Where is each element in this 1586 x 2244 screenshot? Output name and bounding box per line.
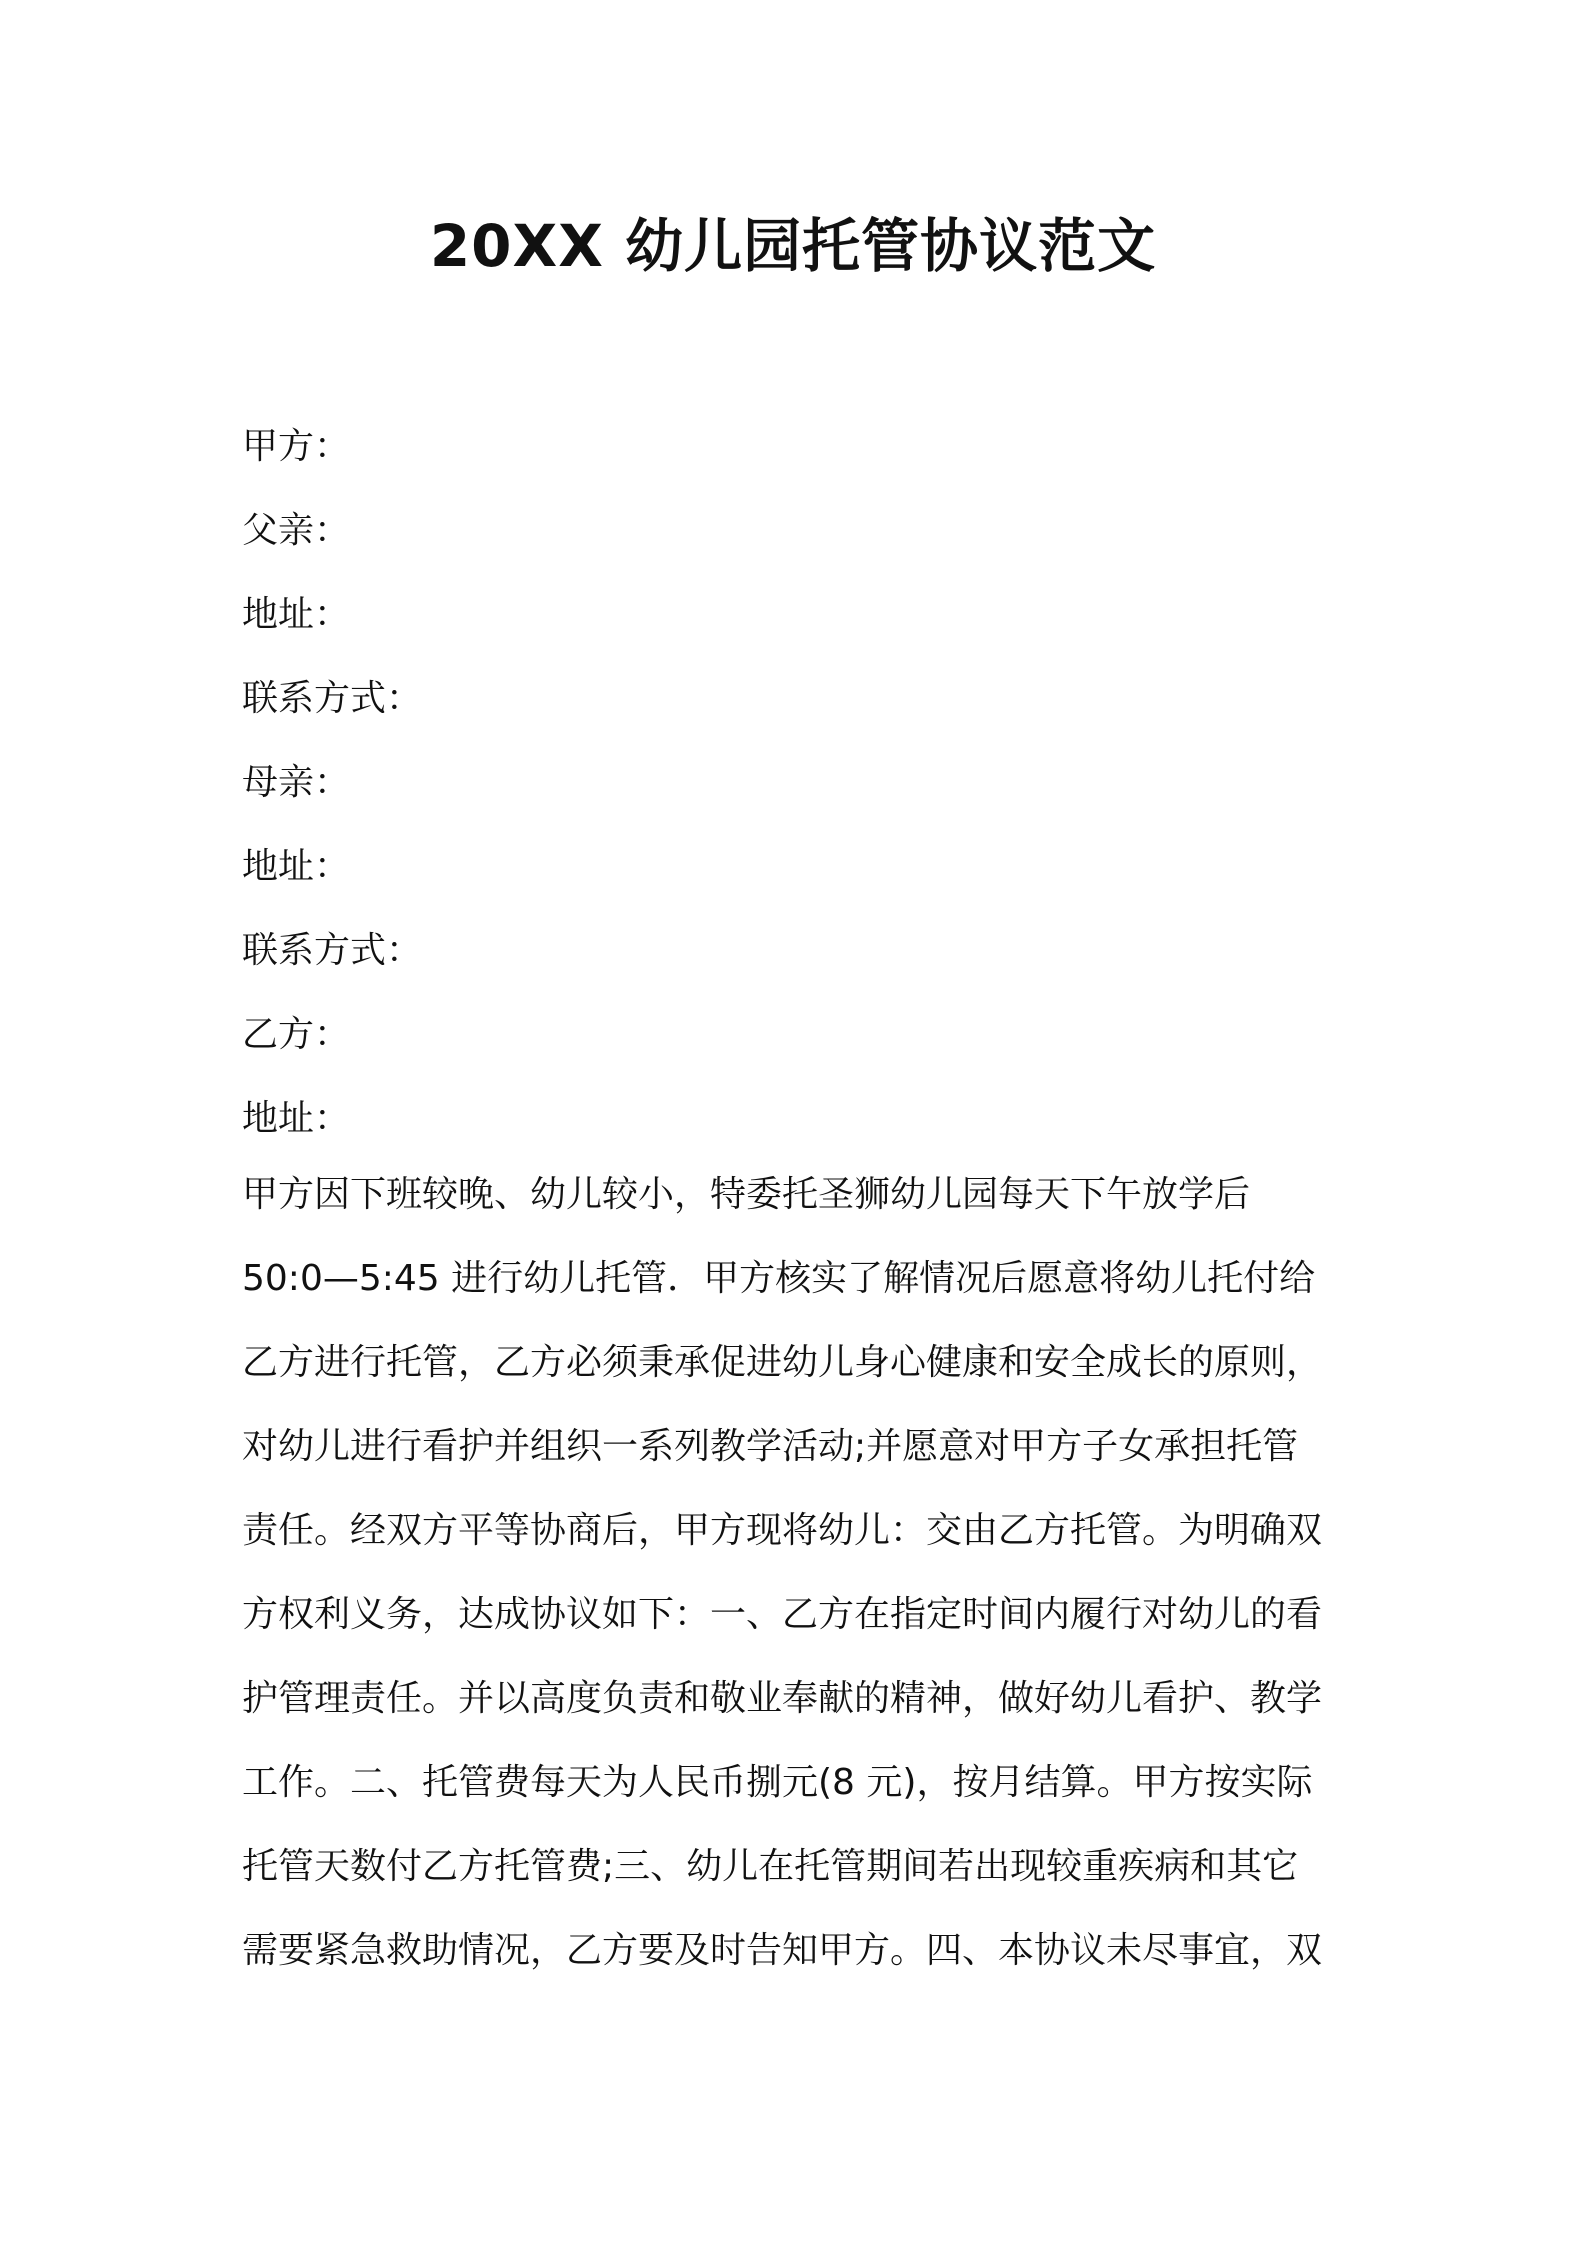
body-line: 方权利义务，达成协议如下：一、乙方在指定时间内履行对幼儿的看 (242, 1594, 1323, 1635)
body-line: 甲方因下班较晚、幼儿较小，特委托圣狮幼儿园每天下午放学后 (242, 1174, 1251, 1215)
field-father-address: 地址： (242, 594, 351, 635)
field-father-contact: 联系方式： (242, 678, 423, 719)
body-line: 对幼儿进行看护并组织一系列教学活动;并愿意对甲方子女承担托管 (242, 1426, 1299, 1467)
field-mother: 母亲： (242, 762, 351, 803)
field-party-b: 乙方： (242, 1014, 351, 1055)
body-line: 需要紧急救助情况，乙方要及时告知甲方。四、本协议未尽事宜，双 (242, 1930, 1323, 1971)
field-party-b-address: 地址： (242, 1098, 351, 1139)
document-title: 20XX 幼儿园托管协议范文 (429, 212, 1157, 280)
field-mother-contact: 联系方式： (242, 930, 423, 971)
body-line: 护管理责任。并以高度负责和敬业奉献的精神，做好幼儿看护、教学 (242, 1678, 1323, 1719)
agreement-body (242, 1153, 1362, 1993)
field-mother-address: 地址： (242, 846, 351, 887)
body-line: 工作。二、托管费每天为人民币捌元(8 元)，按月结算。甲方按实际 (242, 1762, 1313, 1803)
field-party-a: 甲方： (242, 426, 351, 467)
body-line: 乙方进行托管，乙方必须秉承促进幼儿身心健康和安全成长的原则， (242, 1342, 1323, 1383)
body-line: 托管天数付乙方托管费;三、幼儿在托管期间若出现较重疾病和其它 (242, 1846, 1299, 1887)
body-line: 责任。经双方平等协商后，甲方现将幼儿：交由乙方托管。为明确双 (242, 1510, 1323, 1551)
body-line: 50:0—5:45 进行幼儿托管．甲方核实了解情况后愿意将幼儿托付给 (242, 1258, 1316, 1299)
field-father: 父亲： (242, 510, 351, 551)
party-fields (242, 405, 1362, 1161)
